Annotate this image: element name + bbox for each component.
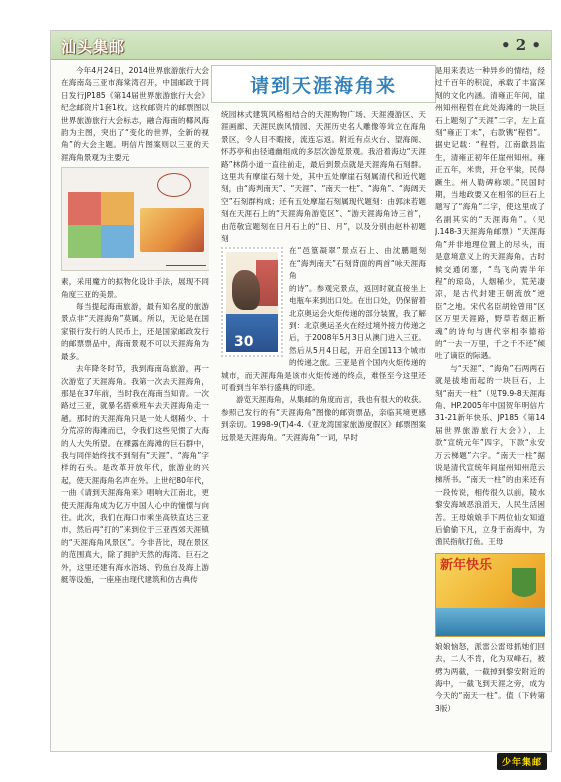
paragraph: 在“邑篁凝翠”景点石上、由沈鹏题刻在“海判南天”石刻背面的两首“咏天涯海角 [289, 246, 426, 281]
stamp-image [221, 247, 283, 357]
paragraph: 是用来表达一种异乡的情结，经过千百年的积淀，承载了丰富深刻的文化内涵。清雍正年间，崖州知州程哲在此处海滩的一块巨石上题刻了“天涯”二字，左上直刻“雍正丁未”，右款镌“程哲”。据史记载：“程哲，江南歙县监生，清雍正初年任崖州知州。雍正五年，米贵，开仓平粜，民得蹶生。州人勒碑称颂。”民国时期，当地政要又在相邻的巨石上题写了“海角”二字，使这里成了名副其实的“天涯海角”。（见J.148-3天涯海角邮票）“天涯海角”并非地理位置上的尽头，而是意境意义上的天涯海角。古时候交通闭塞，“鸟飞尚需半年程”的琼岛，人烟稀少，荒芜凄凉，是古代封建王朝流放“逆臣”之地。宋代名臣胡铨曾用“区区万里天涯路，野草若烟正断魂”的诗句与唐代宰相李德裕的“一去一万里，千之千不还”倾吐了谪臣的际遇。 [435, 66, 545, 361]
stamp-imprint [140, 208, 204, 252]
paragraph: 素，采用魔方的拟物化设计手法，展现不同角度三亚的美景。 [61, 277, 209, 299]
paragraph: 去年降冬时节，我到海南岛旅游，再一次游览了天涯海角。我第一次去天涯海角，那是在37年前，当时我在海南当知青。一次路过三亚，就暴名搭乘班车去天涯海角走一趟。那时的天涯海角只是一处人烟稀少、十分荒凉的海滩而已，令我们这些见惯了大海的人大失所望。在裸露在海滩的巨石群中，我与同伴始终找不到刻有“天涯”、“海角”字样的石头。是改革开放年代，旅游业的兴起，使天涯海角名声在外。上世纪80年代，一曲《请到天涯海角来》唱响大江南北，更使天涯海角成为亿万中国人心中的憧憬与向往。此次，我们在海口市乘坐高铁直达三亚市，然后再“打的”来到位于三亚西郊天涯镇的“天涯海角风景区”。今非昔比，现在景区的范围真大，除了拥护天然的海湾、巨石之外，这里还建有海水浴场、钓鱼台及海上游艇等设施，一座座由现代建筑和仿古典传 [61, 364, 209, 584]
card-sea [436, 608, 545, 636]
paragraph: 统园林式建筑风格相结合的天涯购物广场、天涯漫游区、天涯画廊、天涯民族风情园、天涯历史名人雕像等耸立在海角景区，令人目不暇接，流连忘返。附近有点火台、望海阁、怀苏亭和由径通幽组成的多层次游览景观。我沿着海边“天涯路”林荫小道一直往前走，最后到景点就是天涯海角石刻群。这里共有摩崖石刻十处，其中五处摩崖石刻属清代和近代题刻，由“海判南天”、“天涯”、“南天一柱”、“海角”、“海阔天空”石刻群构成；还有五处摩崖石刻属现代题刻：由郭沫若题刻在天涯石上的“天涯海角游览区”、“游天涯海角诗三首”，由范敬宜题刻在日月石上的“日、月”，以及分别由赵朴初题刻 [221, 110, 426, 244]
stamp-value: 30 [234, 334, 254, 351]
newspaper-page [50, 30, 552, 752]
page-header [51, 31, 551, 60]
column-badge: 少年集邮 [497, 753, 547, 770]
paper-name: 汕头集邮 [61, 38, 126, 56]
card-text: 新年快乐 [440, 557, 493, 573]
stamp-rock [232, 270, 260, 310]
postmark [157, 173, 191, 197]
article-title-box [211, 65, 436, 103]
article-title: 请到天涯海角来 [249, 74, 397, 97]
column-middle [221, 109, 426, 745]
column-right [435, 65, 545, 745]
paragraph: 游览天涯海角，从集邮的角度而言，我也有很大的收获。参照己发行的有“天涯海角”图像的邮资票品，亲临其境更感到亲切。1998-9(T)4-4.《亚龙湾国家旅游度假区》邮票图案远景是天涯海角。“天涯海角”一词，早时 [221, 395, 426, 442]
signature [166, 259, 206, 266]
rubik-cube-image [68, 192, 134, 258]
china-post-logo [66, 174, 112, 188]
paragraph: 的诗”。参观完景点，返回时就直接坐上电瓶车来到出口处。在出口处，仍保留着北京奥运会火炬传递的部分装置，我了解到：北京奥运圣火在经过境外接力传递之后，于2008年5月3日从澳门进入三亚。然后从5月4日起，开启全国113个城市的传递之旅。三亚是首个国内火炬传递的城市，而天涯海角是该市火炬传递的终点，难怪至今这里还可看到当年举行盛典的印迹。 [221, 283, 426, 392]
greeting-card-image [435, 553, 545, 637]
paragraph: 与“天涯”、“海角”石两两石就是拔地而起的一块巨石，上刻“南天一柱”（见T9.9-8天涯海角、HP.2005年中国贺年明信片31-21新年快乐、JP185《第14届世界旅游旅行大会》），上款“宣统元年”四字，下款“永安万云梯题”六字。“南天一柱”据说是清代宣统年间崖州知州范云梯所书。“南天一柱”的由来还有一段传说，相传很久以前，陵水黎安海域恶浪滔天，人民生活困苦。王母娘娘手下两位仙女知道后偷偷下凡，立身于南海中，为渔民指航打鱼。王母 [435, 363, 545, 547]
page-number: • 2 • [500, 36, 541, 54]
palm-tree [512, 568, 536, 608]
column-left [61, 65, 209, 745]
paragraph: 娘娘恼怒，派雷公雷母抓她们回去，二人不肯，化为双峰石，被劈为两截，一截掉到黎安附近的海中，一截飞到天涯之旁，成为今天的“南天一柱”。值（下转第3版） [435, 641, 545, 713]
postal-card-image [61, 167, 209, 271]
paragraph: 今年4月24日，2014世界旅游旅行大会在海南岛三亚市海棠湾召开，中国邮政于同日发行JP185《第14届世界旅游旅行大会》纪念邮资片1套1枚。这枚邮资片的邮票图以世界旅游旅行大会标志，融合海南的椰风海韵为主图，突出了“变化的世界，全新的视角”的大会主题。明信片图案则以三亚的天涯海角景观为主要元 [61, 66, 209, 162]
paragraph: 每当提起海南旅游，最有知名度的旅游景点非“天涯海角”莫属。所以，无论是在国家银行发行的人民币上，还是国家邮政发行的邮票票品中，海南景观不可以天涯海角为最多。 [61, 302, 209, 361]
